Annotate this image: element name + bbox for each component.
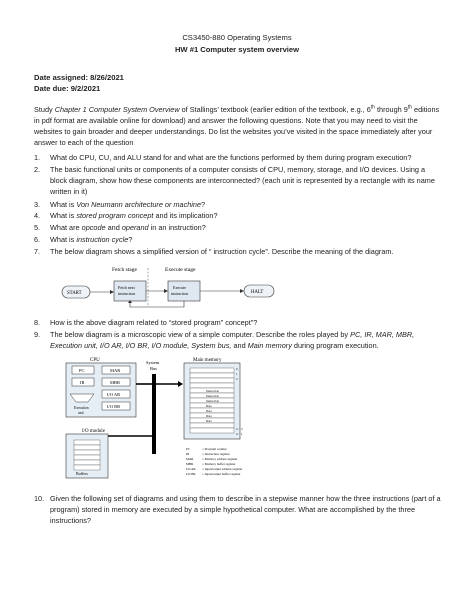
memory-index-label: 2 xyxy=(236,377,238,381)
legend-desc: = Program counter xyxy=(202,447,227,451)
question-6: 6. What is instruction cycle? xyxy=(34,235,133,244)
memory-index-label: n − 1 xyxy=(236,432,243,436)
io-module-label: I/O module xyxy=(82,429,105,434)
memory-cell xyxy=(190,403,234,408)
computer-components-diagram xyxy=(60,354,290,482)
fetch-stage-label: Fetch stage xyxy=(112,267,137,273)
system-bus xyxy=(152,374,156,454)
legend-desc: = Input/output address register xyxy=(202,467,243,471)
buffer-cell xyxy=(74,460,100,465)
intro-sup-1: th xyxy=(370,104,375,111)
fetch-label: Fetch next instruction xyxy=(118,285,136,296)
buffer-cell xyxy=(74,450,100,455)
main-memory-label: Main memory xyxy=(193,358,222,363)
memory-row-label: Instruction xyxy=(206,399,219,403)
intro-text-1: Study xyxy=(34,105,55,114)
legend-abbr: PC xyxy=(186,447,191,451)
course-title: CS3450-880 Operating Systems xyxy=(182,33,292,42)
memory-cell xyxy=(190,413,234,418)
svg-text:MBR: MBR xyxy=(110,380,121,385)
intro-text-4: editions in pdf format are available online for download) and answer the following questions. Note that you may need to visit the websites to gain broader and deeper understandings. Do list the websites you’ve visited in the space immediately after your answer to each of the question xyxy=(34,105,440,147)
intro-text-2: of Stallings’ textbook (earlier edition of the textbook, e.g., 6 xyxy=(179,105,371,114)
memory-cell xyxy=(190,368,234,373)
memory-index-label: n − 2 xyxy=(236,427,243,431)
svg-text:I/O BR: I/O BR xyxy=(107,404,121,409)
question-2: 2. The basic functional units or components of a computer consists of CPU, memory, storage, and I/O devices. Using a block diagram, show how these components are interconnected? (each unit is represented by a rectangle with its name written in it) xyxy=(34,165,435,196)
question-8: 8. How is the above diagram related to “stored program” concept”? xyxy=(34,318,258,327)
legend-desc: = Memory buffer register xyxy=(202,462,236,466)
memory-cell xyxy=(190,373,234,378)
memory-index-label: 0 xyxy=(236,367,238,371)
buffer-cell xyxy=(74,440,100,445)
svg-text:IR: IR xyxy=(80,380,85,385)
memory-cell xyxy=(190,423,234,428)
start-label: START xyxy=(67,291,82,296)
memory-row-label: Instruction xyxy=(206,389,219,393)
halt-label: HALT xyxy=(251,290,264,295)
assignment-title: HW #1 Computer system overview xyxy=(174,45,300,54)
cpu-label: CPU xyxy=(90,358,100,363)
memory-cell xyxy=(190,428,234,433)
svg-text:MAR: MAR xyxy=(110,368,121,373)
date-due: Date due: 9/2/2021 xyxy=(34,84,101,93)
execution-unit-label: Execution unit xyxy=(74,406,89,415)
memory-cell xyxy=(190,408,234,413)
question-7: 7. The below diagram shows a simplified version of “ instruction cycle”. Describe the meaning of the diagram. xyxy=(34,247,394,256)
memory-cell xyxy=(190,378,234,383)
legend-desc: = Input/output buffer register xyxy=(202,472,241,476)
intro-chapter: Chapter 1 Computer System Overview xyxy=(54,105,180,114)
memory-cell xyxy=(190,418,234,423)
buffer-cell xyxy=(74,445,100,450)
question-1: 1. What do CPU, CU, and ALU stand for and what are the functions performed by them during program execution? xyxy=(34,153,412,162)
memory-row-label: Data xyxy=(206,404,212,408)
memory-row-label: Instruction xyxy=(206,394,219,398)
buffers-label: Buffers xyxy=(76,471,88,476)
execute-label: Execute instruction xyxy=(171,285,189,296)
memory-row-label: Data xyxy=(206,414,212,418)
question-4: 4. What is stored program concept and its implication? xyxy=(34,211,218,220)
legend-abbr: I/O BR xyxy=(186,472,196,476)
legend-desc: = Instruction register xyxy=(202,452,230,456)
io-buffers xyxy=(74,440,100,470)
question-10: 10. Given the following set of diagrams and using them to describe in a stepwise manner how the three instructions (part of a program) stored in memory are executed by a simple hypothetical computer. What are accomplished by the three instructions? xyxy=(34,494,441,525)
intro-paragraph xyxy=(34,104,444,148)
memory-cell xyxy=(190,383,234,388)
intro-text-3: through 9 xyxy=(374,105,408,114)
legend-desc: = Memory address register xyxy=(202,457,238,461)
memory-index-label: 1 xyxy=(236,372,238,376)
question-3: 3. What is Von Neumann architecture or machine? xyxy=(34,200,206,209)
intro-sup-2: th xyxy=(407,104,412,111)
legend-abbr: MBR xyxy=(186,462,194,466)
question-9: 9. The below diagram is a microscopic view of a simple computer. Describe the roles played by PC, IR, MAR, MBR, Execution unit, I/O AR, I/O BR, I/O module, System bus, and Main memory during program execution. xyxy=(34,330,415,350)
memory-row-label: Data xyxy=(206,419,212,423)
instruction-cycle-diagram xyxy=(60,262,280,312)
diagram-legend xyxy=(186,447,243,476)
legend-abbr: MAR xyxy=(186,457,194,461)
buffer-cell xyxy=(74,455,100,460)
execute-stage-label: Execute stage xyxy=(165,267,196,273)
memory-row-label: Data xyxy=(206,409,212,413)
date-assigned: Date assigned: 8/26/2021 xyxy=(34,73,124,82)
question-5: 5. What are opcode and operand in an instruction? xyxy=(34,223,206,232)
svg-text:I/O AR: I/O AR xyxy=(107,392,121,397)
system-bus-label: System Bus xyxy=(146,360,160,371)
buffer-cell xyxy=(74,465,100,470)
legend-abbr: IR xyxy=(186,452,190,456)
svg-text:PC: PC xyxy=(79,368,85,373)
legend-abbr: I/O AR xyxy=(186,467,196,471)
